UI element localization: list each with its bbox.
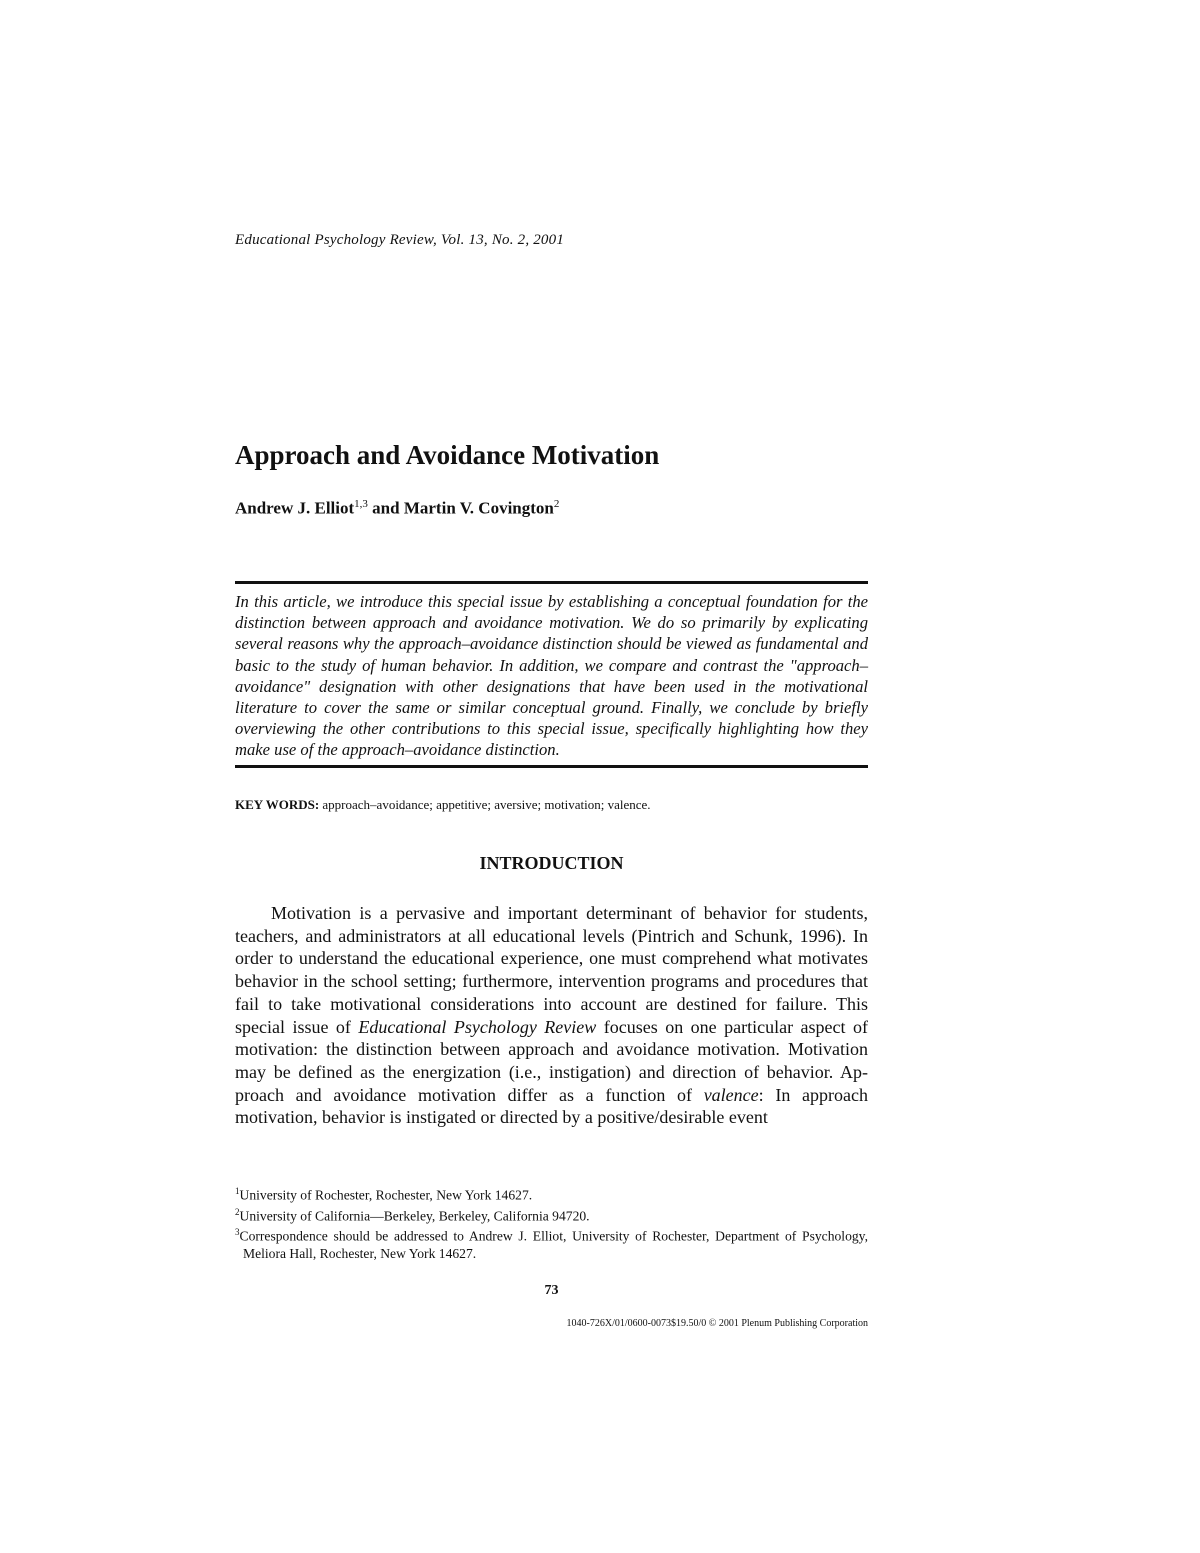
article-title: Approach and Avoidance Motivation (235, 440, 660, 470)
author-line (235, 498, 868, 519)
body-paragraph (235, 902, 868, 1129)
valence-term-italic: valence (703, 1084, 759, 1105)
footnote-text: University of California—Berkeley, Berkeley, California 94720. (239, 1208, 590, 1224)
footnote-mark: 3 (235, 1227, 240, 1238)
footnote (235, 1204, 868, 1225)
section-heading: INTRODUCTION (479, 853, 624, 873)
keywords-line (235, 797, 868, 813)
keywords-label: KEY WORDS: (235, 797, 320, 812)
copyright-line: 1040-726X/01/0600-0073$19.50/0 © 2001 Plenum Publishing Corporation (566, 1318, 868, 1329)
journal-name-italic: Educational Psychology Review (358, 1016, 597, 1037)
footnote-text: University of Rochester, Rochester, New York 14627. (239, 1187, 533, 1203)
footnote (235, 1224, 868, 1262)
footnote-mark: 1 (235, 1186, 240, 1196)
footnotes (235, 1183, 868, 1262)
page-number: 73 (544, 1283, 559, 1298)
author-name: Martin V. Covington (403, 498, 554, 518)
author-joiner: and (367, 498, 404, 518)
author-affiliation-mark: 1,3 (354, 498, 368, 510)
abstract-text: In this article, we introduce this special issue by establishing a conceptual foundation for the distinction between approach and avoidance motivation. We do so primarily by explicating several reasons why the approach–avoidance distinction should be viewed as fundamental and basic to the study of human behavior. In addition, we compare and contrast the "approach–avoidance" designation with other designations that have been used in the motivational literature to cover the same or similar conceptual ground. Finally, we conclude by briefly overviewing the other contributions to this special issue, specifically highlighting how they make use of the approach–avoidance distinction. (235, 592, 868, 760)
footnote-mark: 2 (235, 1206, 240, 1217)
body-text-segment: focuses on one particular aspect of motivation: the distinction between approach and avoidance motivation. Motivation may be defined as the energization (i.e., instigation) and direction of behavior. Approach and avoidance motivation differ as a function of (235, 1016, 868, 1105)
footnote-text: Correspondence should be addressed to Andrew J. Elliot, University of Rochester, Department of Psychology, Meliora Hall, Rochester, New York 14627. (239, 1228, 868, 1261)
author-affiliation-mark: 2 (553, 498, 560, 510)
body-text-segment: Motivation is a pervasive and important determinant of behavior for students, teachers, and administrators at all educational levels (Pintrich and Schunk, 1996). In order to understand the educational experience, one must comprehend what motivates behavior in the school setting; furthermore, intervention programs and procedures that fail to take motivational considerations into account are destined for failure. This special issue of (235, 903, 868, 1037)
abstract-block (235, 581, 868, 768)
keywords-text: approach–avoidance; appetitive; aversive; motivation; valence. (319, 797, 651, 812)
footnote (235, 1183, 868, 1204)
body-text-segment: : In approach motivation, behavior is instigated or directed by a positive/desirable event (235, 1084, 868, 1128)
author-name: Andrew J. Elliot (235, 498, 355, 518)
journal-citation: Educational Psychology Review, Vol. 13, No. 2, 2001 (235, 232, 565, 248)
